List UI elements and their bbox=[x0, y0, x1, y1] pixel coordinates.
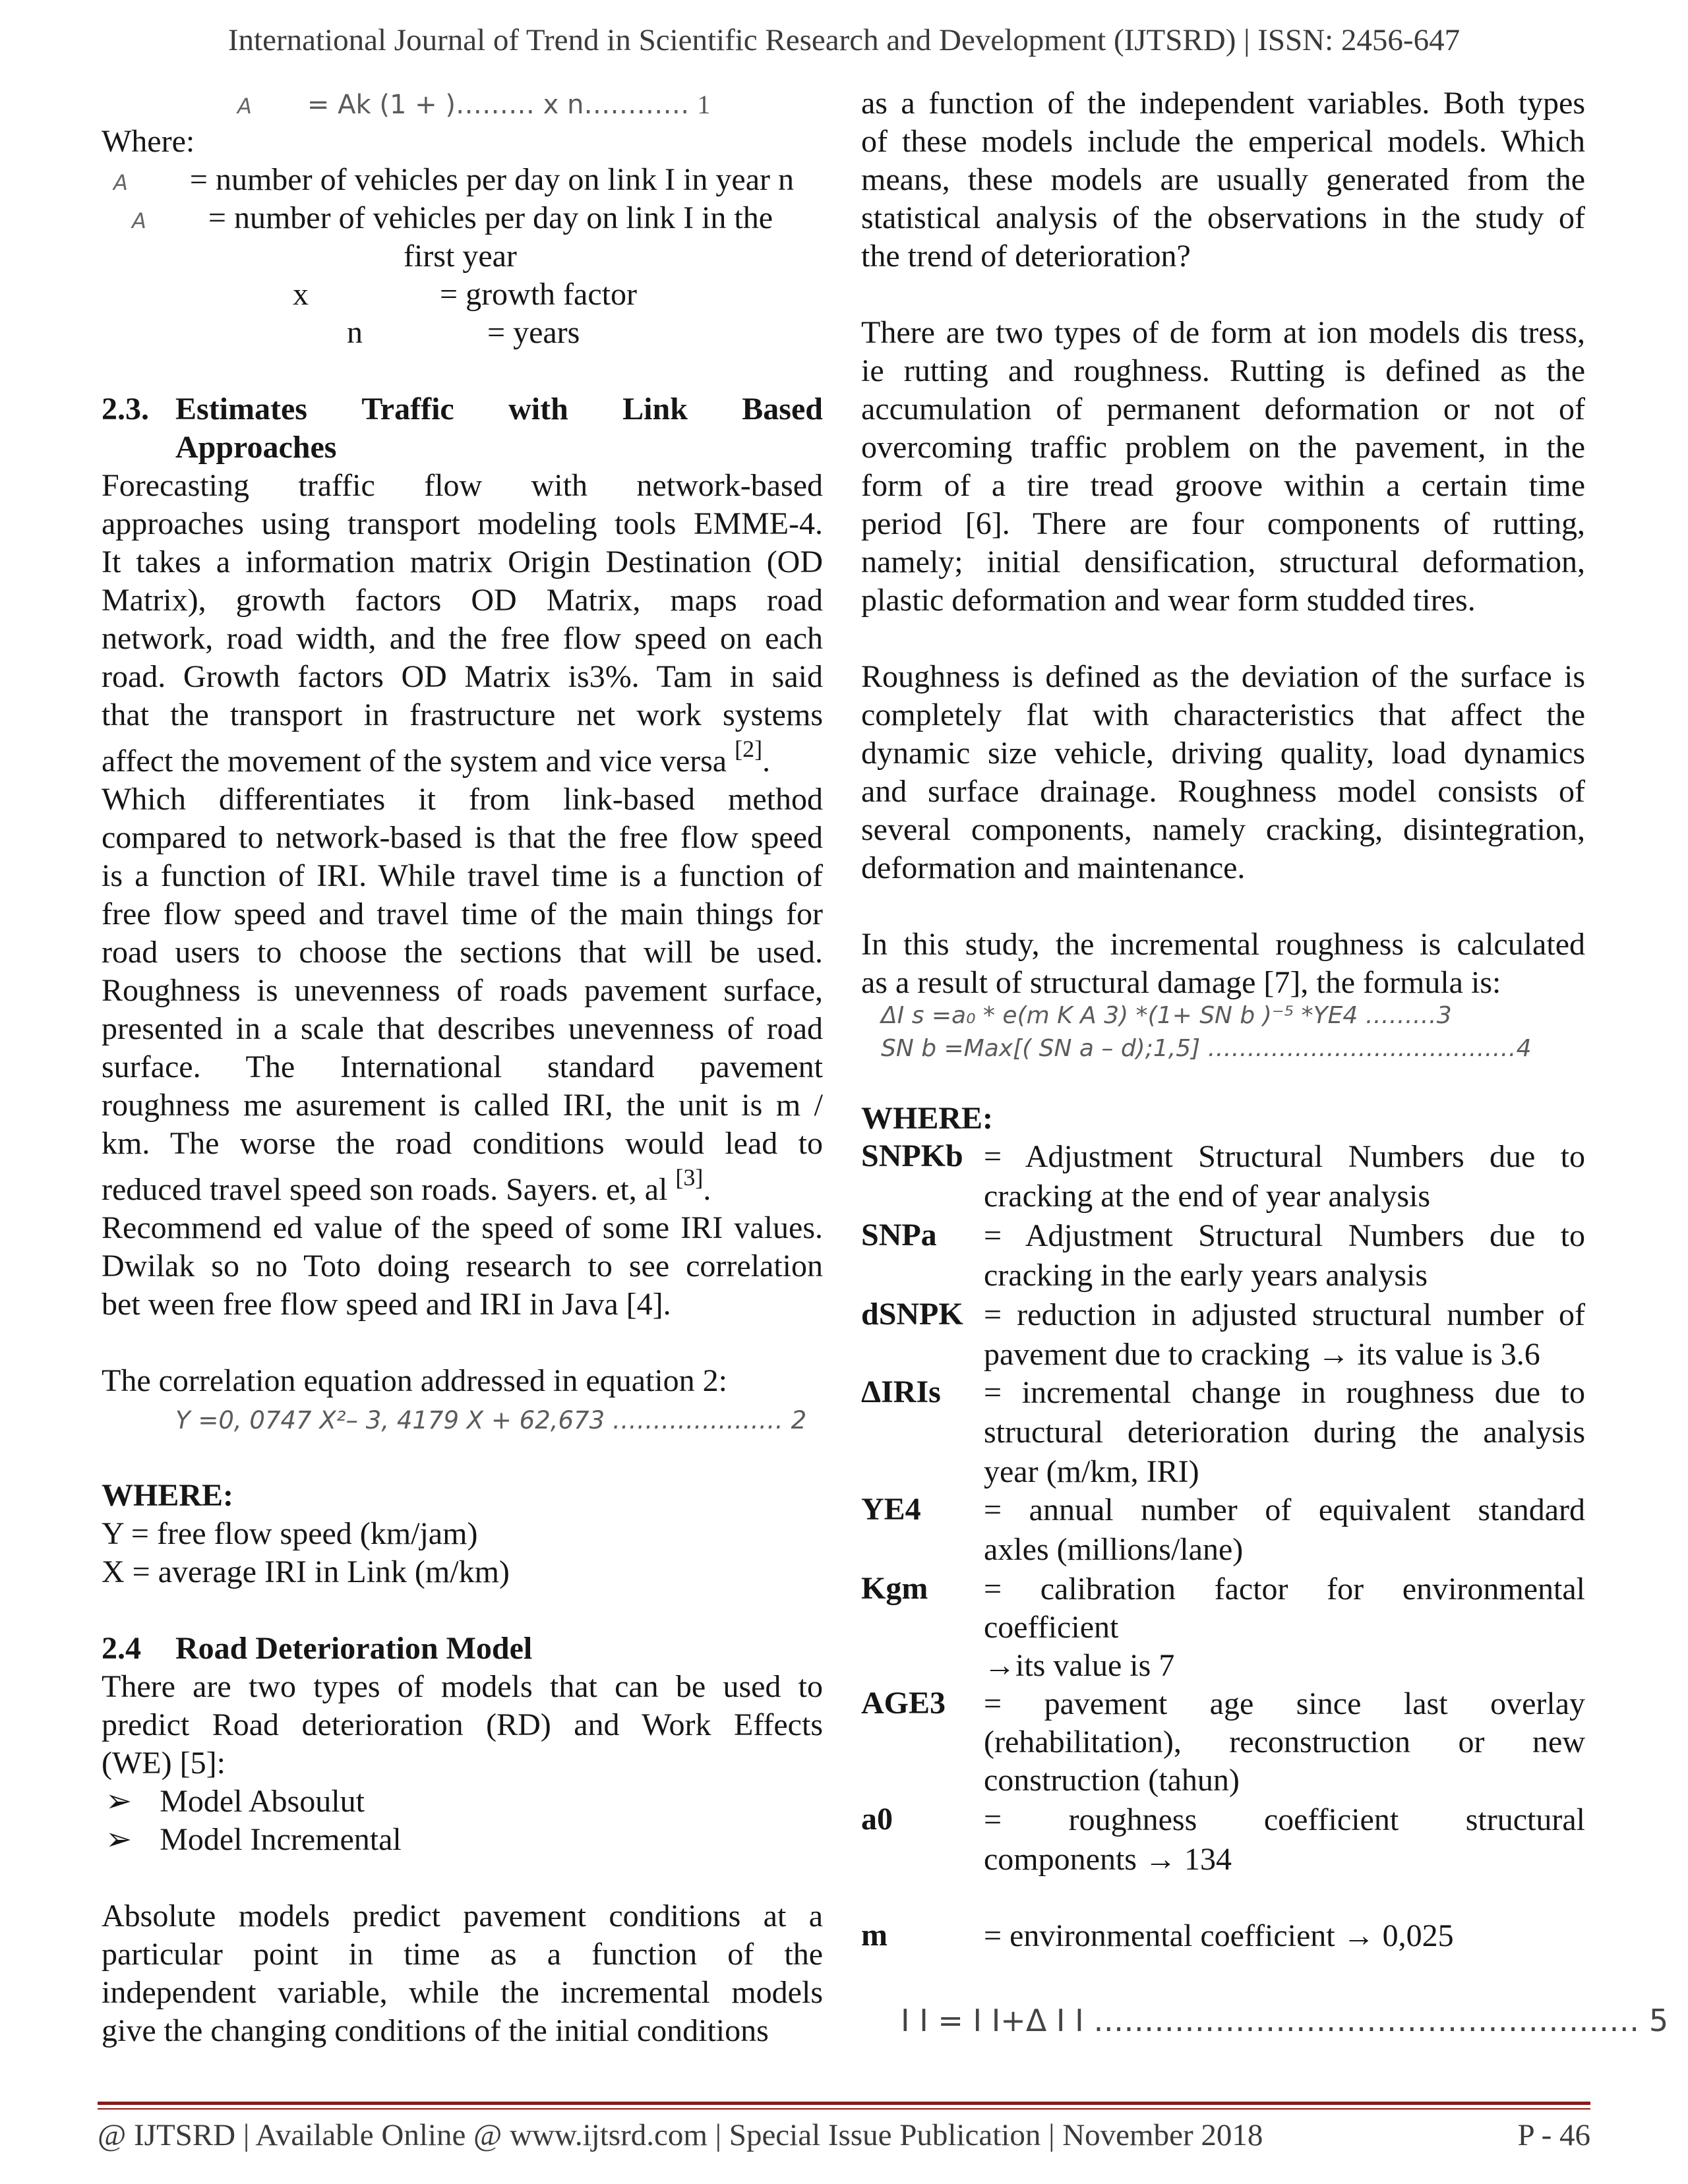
paragraph-line: In this study, the incremental roughness is calculated bbox=[861, 927, 1585, 962]
paragraph-line: presented in a scale that describes unevenness of road bbox=[102, 1011, 823, 1046]
paragraph-line: Roughness is unevenness of roads pavement surface, bbox=[102, 973, 823, 1008]
paragraph-line: road. Growth factors OD Matrix is3%. Tam in said bbox=[102, 659, 823, 694]
paragraph-line: compared to network-based is that the free flow speed bbox=[102, 820, 823, 855]
heading-word: Estimates bbox=[175, 392, 307, 427]
footer-rule-thick bbox=[98, 2102, 1590, 2105]
paragraph-line: independent variable, while the incremental models bbox=[102, 1975, 823, 2010]
def-line: cracking at the end of year analysis bbox=[984, 1179, 1431, 1214]
footer-rule-thin bbox=[98, 2108, 1590, 2110]
section-2-4-number: 2.4 bbox=[102, 1631, 141, 1666]
def-line: = roughness coefficient structural bbox=[984, 1802, 1585, 1837]
citation-ref-3[interactable]: [3] bbox=[675, 1164, 704, 1191]
paragraph-line: means, these models are usually generated from the bbox=[861, 162, 1585, 197]
definition-mark: A bbox=[113, 170, 128, 195]
paragraph-line: plastic deformation and wear form studded tires. bbox=[861, 583, 1476, 618]
definition-x: X = average IRI in Link (m/km) bbox=[102, 1554, 510, 1589]
paragraph-line-with-ref bbox=[102, 1164, 711, 1209]
def-line: = pavement age since last overlay bbox=[984, 1686, 1585, 1721]
definition-text: = growth factor bbox=[440, 277, 637, 312]
def-line: axles (millions/lane) bbox=[984, 1532, 1244, 1567]
def-line: year (m/km, IRI) bbox=[984, 1454, 1199, 1489]
paragraph-line: roughness me asurement is called IRI, the unit is m / bbox=[102, 1088, 823, 1123]
equation-2: Y =0, 0747 X²– 3, 4179 X + 62,673 ………………… 2 bbox=[175, 1406, 807, 1434]
def-label-a0: a0 bbox=[861, 1802, 893, 1837]
def-line: →its value is 7 bbox=[984, 1648, 1175, 1683]
equation-1-number: 1 bbox=[697, 90, 711, 119]
paragraph-line: statistical analysis of the observations in the study of bbox=[861, 200, 1585, 235]
paragraph-line: predict Road deterioration (RD) and Work Effects bbox=[102, 1707, 823, 1742]
paragraph-text: . bbox=[762, 744, 771, 779]
correlation-intro: The correlation equation addressed in equation 2: bbox=[102, 1363, 728, 1398]
equation-1 bbox=[237, 84, 710, 125]
def-line: cracking in the early years analysis bbox=[984, 1258, 1428, 1293]
definition-y: Y = free flow speed (km/jam) bbox=[102, 1516, 478, 1551]
def-line: pavement due to cracking → its value is 3.6 bbox=[984, 1337, 1540, 1372]
section-2-3-title-cont: Approaches bbox=[175, 430, 337, 465]
definition-text: = number of vehicles per day on link I in year n bbox=[189, 162, 795, 197]
where-label-2: WHERE: bbox=[102, 1478, 234, 1513]
def-label-delta-iris: ΔIRIs bbox=[861, 1374, 941, 1409]
paragraph-line: namely; initial densification, structural deformation, bbox=[861, 545, 1585, 579]
paragraph-line: It takes a information matrix Origin Destination (OD bbox=[102, 545, 823, 579]
paragraph-line: completely flat with characteristics that affect the bbox=[861, 697, 1585, 732]
paragraph-line: particular point in time as a function of the bbox=[102, 1937, 823, 1972]
paragraph-line: period [6]. There are four components of rutting, bbox=[861, 506, 1585, 541]
paragraph-line: free flow speed and travel time of the main things for bbox=[102, 897, 823, 931]
equation-1-lhs-mark: A bbox=[237, 94, 252, 119]
def-line: structural deterioration during the analysis bbox=[984, 1415, 1585, 1450]
citation-ref-2[interactable]: [2] bbox=[735, 735, 763, 762]
definition-symbol: x bbox=[293, 277, 309, 312]
def-line: = environmental coefficient → 0,025 bbox=[984, 1918, 1454, 1953]
definition-symbol: n bbox=[347, 315, 363, 350]
paragraph-line: There are two types of de form at ion models dis tress, bbox=[861, 315, 1585, 350]
paragraph-line: road users to choose the sections that will be used. bbox=[102, 935, 823, 970]
heading-word: Based bbox=[742, 392, 823, 427]
definition-vehicles-first-year bbox=[132, 199, 773, 240]
equation-1-formula: = Ak (1 + )……… x n………… bbox=[307, 90, 690, 120]
paragraph-line-with-ref bbox=[102, 735, 771, 781]
def-label-m: m bbox=[861, 1918, 888, 1953]
section-2-4-title: Road Deterioration Model bbox=[175, 1631, 533, 1666]
paragraph-line: Absolute models predict pavement conditions at a bbox=[102, 1899, 823, 1933]
paragraph-line: approaches using transport modeling tools EMME-4. bbox=[102, 506, 823, 541]
paragraph-line: km. The worse the road conditions would lead to bbox=[102, 1126, 823, 1161]
definition-text: = number of vehicles per day on link I in the bbox=[208, 200, 773, 235]
def-label-snpkb: SNPKb bbox=[861, 1138, 963, 1173]
def-line: = Adjustment Structural Numbers due to bbox=[984, 1139, 1585, 1174]
paragraph-line: give the changing conditions of the initial conditions bbox=[102, 2013, 769, 2048]
def-label-age3: AGE3 bbox=[861, 1686, 946, 1721]
paragraph-line: form of a tire tread groove within a certain time bbox=[861, 468, 1585, 503]
heading-word: with bbox=[508, 392, 568, 427]
page-number: P - 46 bbox=[1517, 2118, 1590, 2152]
bullet-item bbox=[106, 1821, 402, 1859]
definition-first-year: first year bbox=[404, 239, 517, 274]
arrow-bullet-icon: ➢ bbox=[106, 1822, 133, 1857]
paragraph-text: reduced travel speed son roads. Sayers. et, al bbox=[102, 1172, 668, 1207]
bullet-item bbox=[106, 1783, 365, 1821]
where-label: Where: bbox=[102, 124, 195, 159]
def-label-snpa: SNPa bbox=[861, 1218, 937, 1253]
paragraph-line: Matrix), growth factors OD Matrix, maps road bbox=[102, 583, 823, 618]
paragraph-line: accumulation of permanent deformation or not of bbox=[861, 392, 1585, 427]
heading-word: Traffic bbox=[361, 392, 454, 427]
def-line: coefficient bbox=[984, 1610, 1119, 1645]
paragraph-line: network, road width, and the free flow speed on each bbox=[102, 621, 823, 656]
page-footer bbox=[98, 2117, 1590, 2153]
paragraph-line: is a function of IRI. While travel time is a function of bbox=[102, 858, 823, 893]
equation-4: SN b =Max[( SN a – d);1,5] …………………………………4 bbox=[881, 1035, 1532, 1062]
definition-growth-factor bbox=[293, 276, 637, 314]
definition-vehicles-year-n bbox=[113, 161, 794, 202]
paragraph-line: overcoming traffic problem on the pavement, in the bbox=[861, 430, 1585, 465]
paragraph-line: deformation and maintenance. bbox=[861, 850, 1246, 885]
section-2-3-title bbox=[175, 390, 823, 428]
bullet-text: Model Incremental bbox=[160, 1822, 402, 1857]
journal-header: International Journal of Trend in Scientific Research and Development (IJTSRD) | ISSN: 2456-647 bbox=[227, 23, 1461, 57]
def-line: (rehabilitation), reconstruction or new bbox=[984, 1725, 1585, 1759]
paragraph-line: as a function of the independent variables. Both types bbox=[861, 86, 1585, 121]
paragraph-line: dynamic size vehicle, driving quality, load dynamics bbox=[861, 736, 1585, 771]
paragraph-line: surface. The International standard pavement bbox=[102, 1049, 823, 1084]
paragraph-line: several components, namely cracking, disintegration, bbox=[861, 812, 1585, 847]
section-2-3-number: 2.3. bbox=[102, 392, 149, 427]
paragraph-line: the trend of deterioration? bbox=[861, 239, 1191, 274]
paragraph-line: that the transport in frastructure net work systems bbox=[102, 697, 823, 732]
paragraph-line: and surface drainage. Roughness model consists of bbox=[861, 774, 1585, 809]
def-label-dsnpk: dSNPK bbox=[861, 1297, 963, 1332]
footer-text: @ IJTSRD | Available Online @ www.ijtsrd.com | Special Issue Publication | November 2018 bbox=[98, 2118, 1263, 2152]
def-line: = annual number of equivalent standard bbox=[984, 1492, 1585, 1527]
paragraph-line: ie rutting and roughness. Rutting is defined as the bbox=[861, 353, 1585, 388]
definition-mark: A bbox=[132, 208, 146, 233]
equation-3: ΔI s =a₀ * e(m K A 3) *(1+ SN b )⁻⁵ *YE4 ………3 bbox=[881, 1002, 1452, 1029]
paragraph-line: Forecasting traffic flow with network-based bbox=[102, 468, 823, 503]
definition-years bbox=[347, 314, 580, 352]
def-line: = Adjustment Structural Numbers due to bbox=[984, 1218, 1585, 1253]
def-line: construction (tahun) bbox=[984, 1763, 1240, 1798]
arrow-bullet-icon: ➢ bbox=[106, 1784, 133, 1819]
paragraph-text: affect the movement of the system and vice versa bbox=[102, 744, 727, 779]
def-line: = calibration factor for environmental bbox=[984, 1572, 1585, 1607]
paragraph-line: as a result of structural damage [7], the formula is: bbox=[861, 965, 1501, 1000]
paragraph-text: . bbox=[703, 1172, 711, 1207]
def-line: components → 134 bbox=[984, 1842, 1232, 1877]
paragraph-line: Which differentiates it from link-based method bbox=[102, 782, 823, 817]
where-label-3: WHERE: bbox=[861, 1101, 994, 1136]
paragraph-line: Recommend ed value of the speed of some IRI values. bbox=[102, 1210, 823, 1245]
def-label-ye4: YE4 bbox=[861, 1492, 921, 1527]
heading-word: Link bbox=[622, 392, 688, 427]
paragraph-line: Dwilak so no Toto doing research to see correlation bbox=[102, 1249, 823, 1284]
def-label-kgm: Kgm bbox=[861, 1571, 928, 1606]
equation-5: I I = I I+Δ I I ……………………………………………… 5 bbox=[901, 2003, 1669, 2038]
paragraph-line: of these models include the emperical models. Which bbox=[861, 124, 1585, 159]
paragraph-line: Roughness is defined as the deviation of the surface is bbox=[861, 659, 1585, 694]
paragraph-line: (WE) [5]: bbox=[102, 1746, 226, 1781]
paragraph-line: There are two types of models that can be used to bbox=[102, 1669, 823, 1704]
bullet-text: Model Absoulut bbox=[160, 1784, 365, 1819]
def-line: = incremental change in roughness due to bbox=[984, 1375, 1585, 1410]
def-line: = reduction in adjusted structural number of bbox=[984, 1297, 1585, 1332]
definition-text: = years bbox=[487, 315, 580, 350]
paragraph-line: bet ween free flow speed and IRI in Java [4]. bbox=[102, 1287, 671, 1322]
